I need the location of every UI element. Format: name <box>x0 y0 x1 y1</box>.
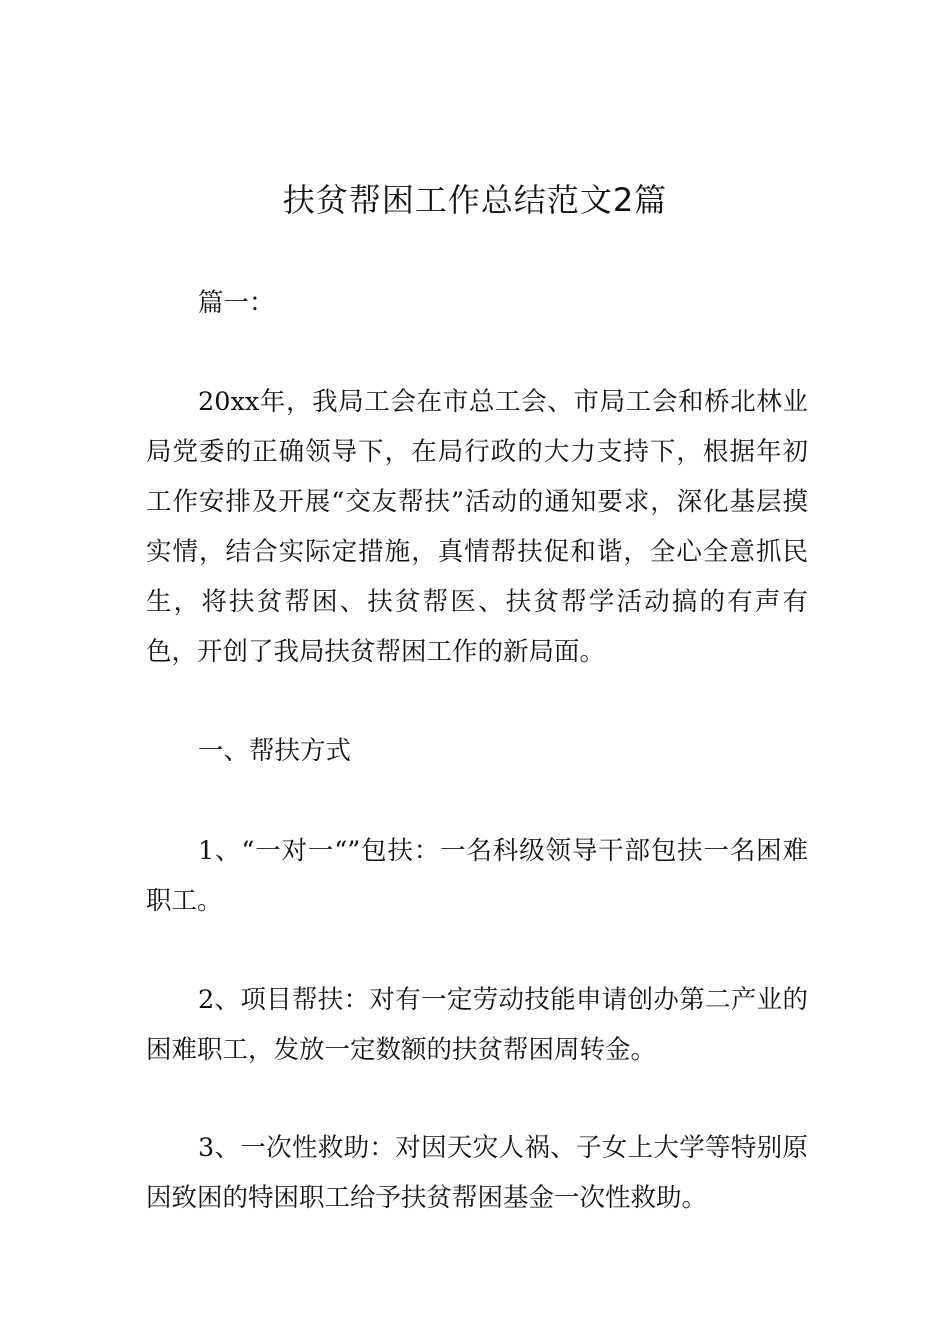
list-item: 2、项目帮扶：对有一定劳动技能申请创办第二产业的困难职工，发放一定数额的扶贫帮困周转金。 <box>146 985 808 1065</box>
part-heading: 篇一： <box>198 288 275 318</box>
document-title: 扶贫帮困工作总结范文2篇 <box>282 181 668 219</box>
list-item: 3、一次性救助：对因天灾人祸、子女上大学等特别原因致困的特困职工给予扶贫帮困基金一次性救助。 <box>146 1133 808 1213</box>
intro-paragraph: 20xx年，我局工会在市总工会、市局工会和桥北林业局党委的正确领导下，在局行政的大力支持下，根据年初工作安排及开展“交友帮扶”活动的通知要求，深化基层摸实情，结合实际定措施，真情帮扶促和谐，全心全意抓民生，将扶贫帮困、扶贫帮医、扶贫帮学活动搞的有声有色，开创了我局扶贫帮困工作的新局面。 <box>146 387 808 667</box>
list-item: 1、“一对一“”包扶：一名科级领导干部包扶一名困难职工。 <box>146 836 808 916</box>
section-heading: 一、帮扶方式 <box>198 736 352 766</box>
